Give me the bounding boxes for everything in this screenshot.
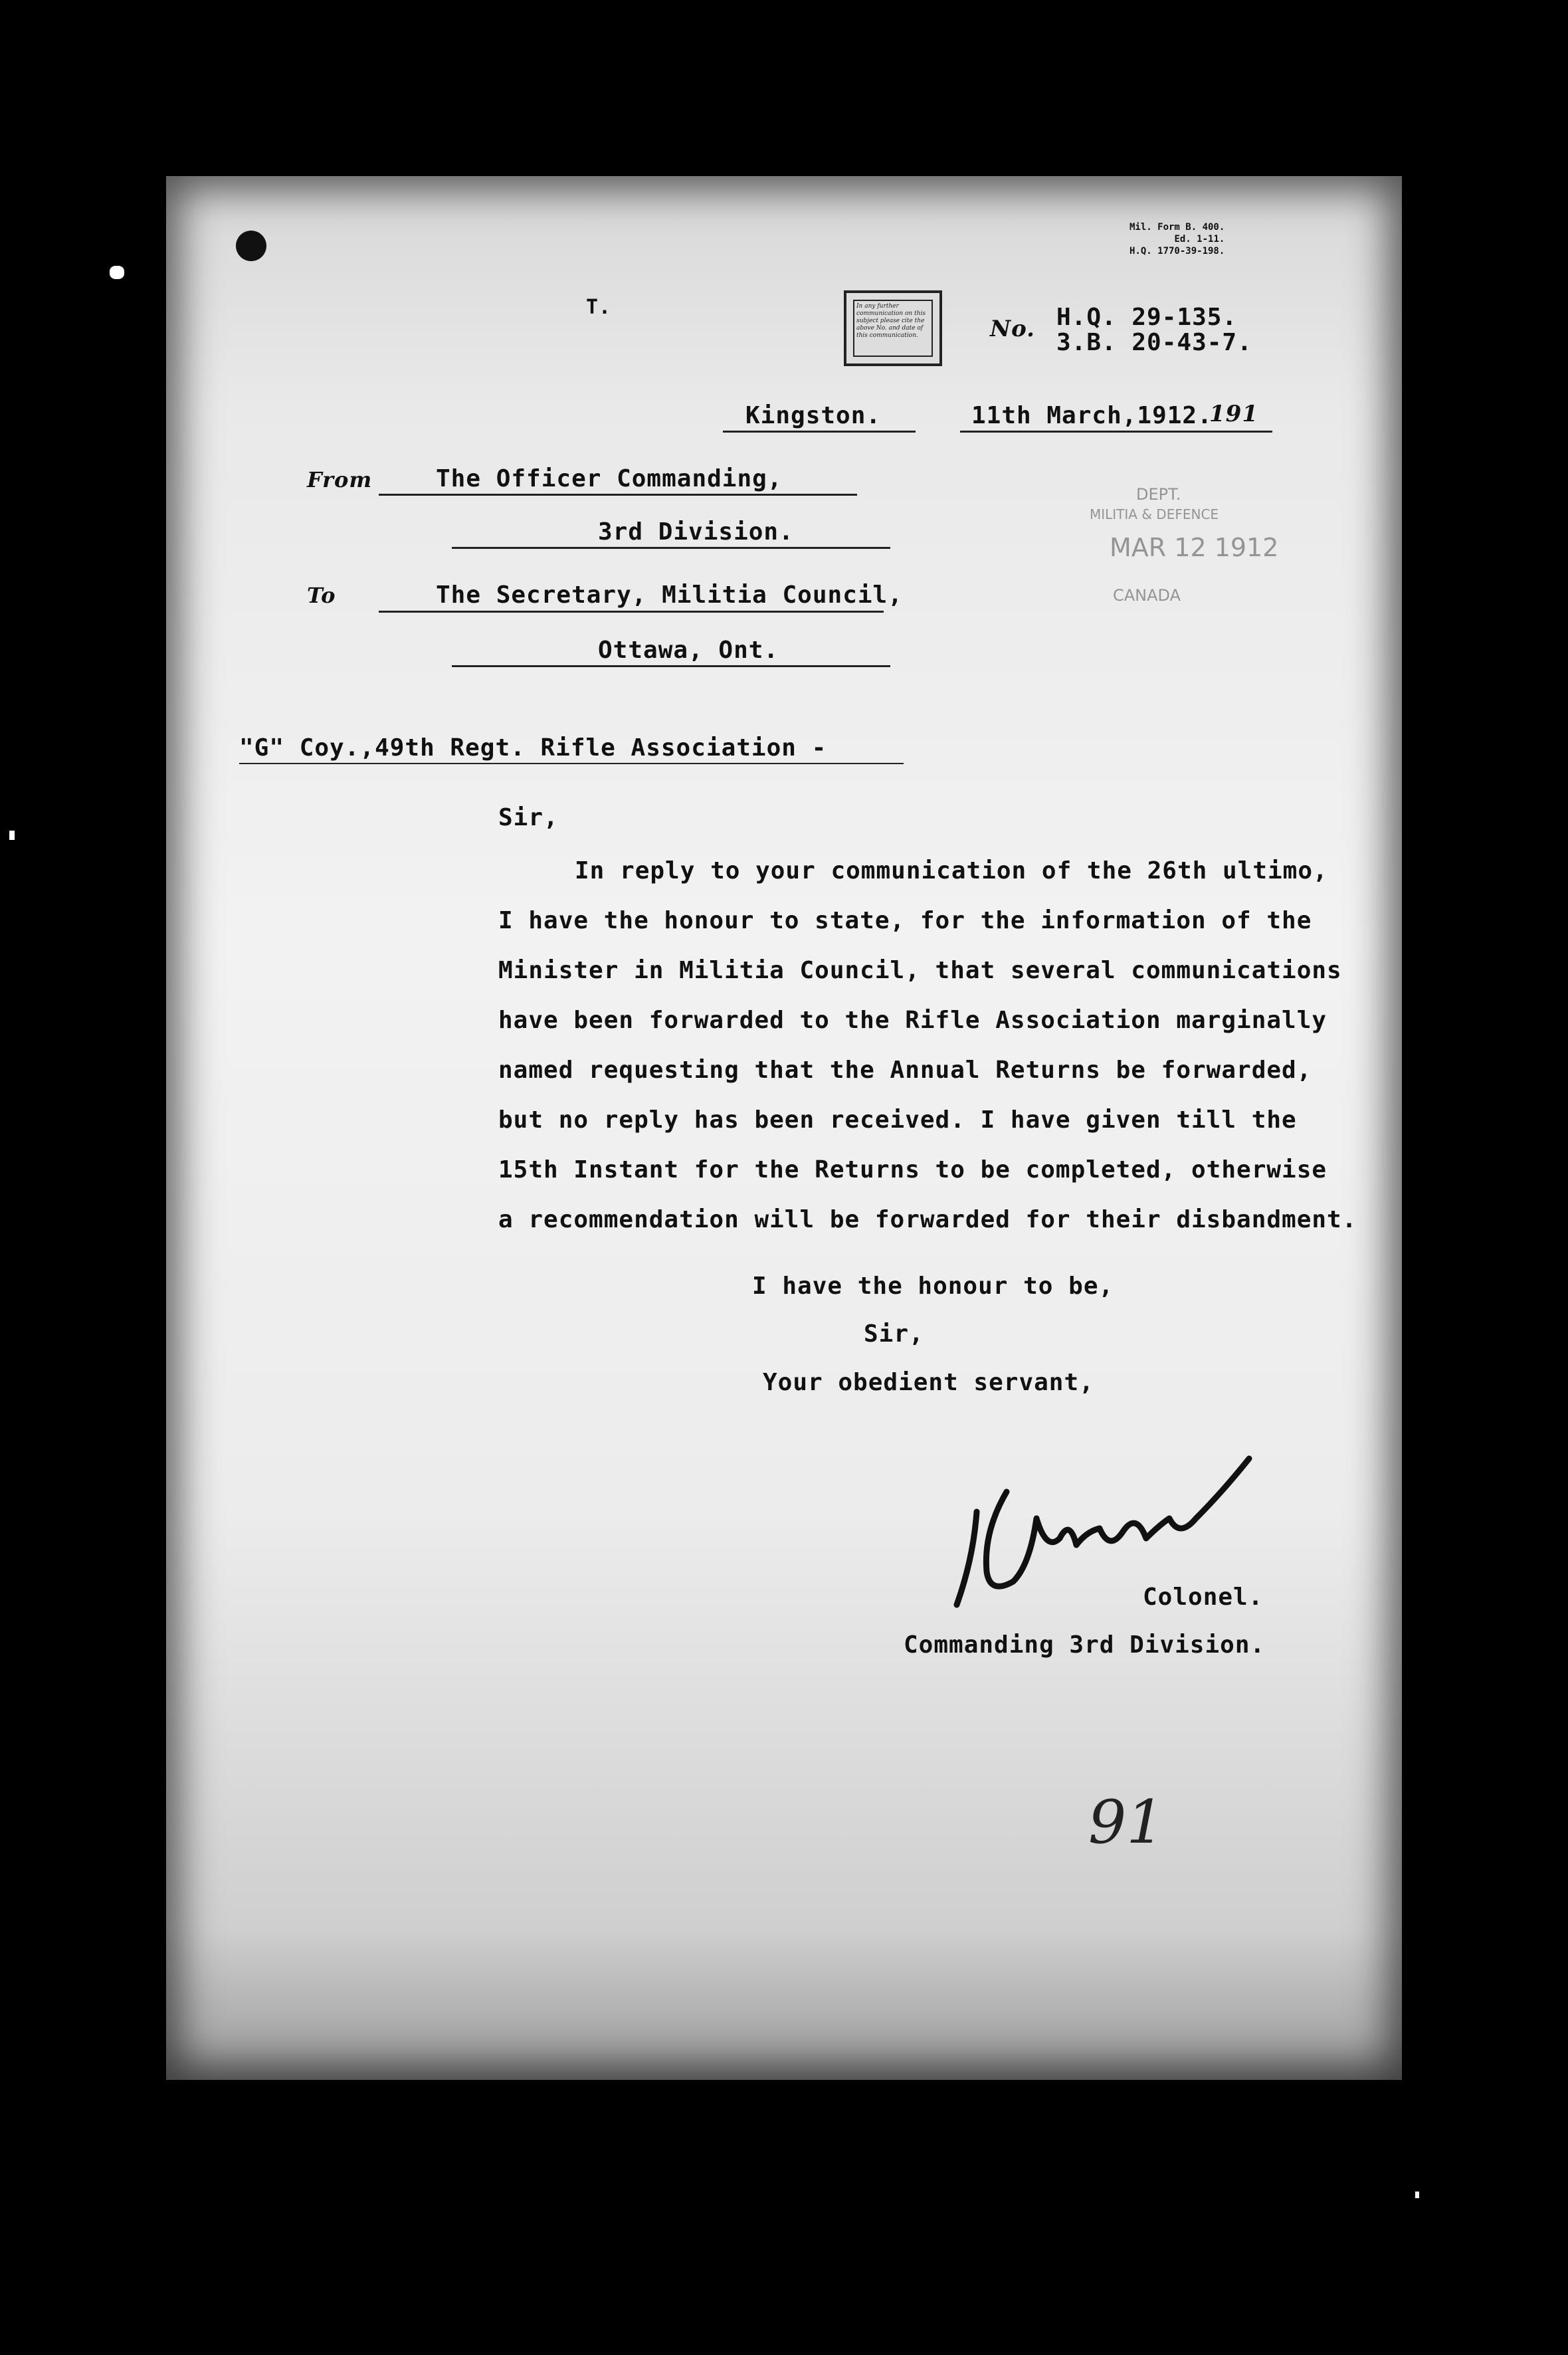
stamp-line: MAR 12 1912 bbox=[1110, 533, 1279, 562]
received-stamp bbox=[1083, 485, 1279, 611]
closing-line-1: I have the honour to be, bbox=[752, 1273, 1114, 1300]
signature-title: Commanding 3rd Division. bbox=[904, 1631, 1266, 1659]
notice-box bbox=[844, 290, 942, 366]
subject-rule bbox=[239, 763, 904, 764]
scan-speck bbox=[9, 831, 15, 840]
subject-line: "G" Coy.,49th Regt. Rifle Association - bbox=[239, 734, 827, 762]
to-label: To bbox=[307, 583, 336, 608]
place-rule bbox=[723, 431, 916, 433]
scan-speck bbox=[1415, 2192, 1419, 2198]
file-number-1: H.Q. 29-135. bbox=[1056, 304, 1238, 331]
date-suffix: 191 bbox=[1209, 401, 1258, 427]
to-line-1: The Secretary, Militia Council, bbox=[436, 581, 903, 609]
date: 11th March,1912. bbox=[971, 402, 1213, 429]
form-ref-line: Ed. 1-11. bbox=[1174, 234, 1225, 245]
body-line: In reply to your communication of the 26th ultimo, bbox=[575, 857, 1328, 884]
form-ref-line: Mil. Form B. 400. bbox=[1129, 222, 1225, 233]
body-line: I have the honour to state, for the information of the bbox=[498, 907, 1312, 934]
punch-hole bbox=[236, 231, 266, 261]
signature-rank: Colonel. bbox=[1143, 1584, 1264, 1611]
body-line: have been forwarded to the Rifle Association marginally bbox=[498, 1007, 1327, 1034]
number-label: No. bbox=[990, 316, 1035, 342]
notice-text: In any further communication on this subject please cite the above No. and date of this communication. bbox=[853, 300, 933, 357]
from-label: From bbox=[307, 467, 373, 492]
pencil-annotation: 91 bbox=[1088, 1788, 1165, 1857]
body-line: 15th Instant for the Returns to be completed, otherwise bbox=[498, 1156, 1327, 1183]
scan-speck bbox=[110, 266, 124, 279]
body-line: but no reply has been received. I have given till the bbox=[498, 1106, 1297, 1134]
from-line-1: The Officer Commanding, bbox=[436, 465, 783, 492]
mark-t: T. bbox=[586, 296, 612, 319]
stamp-line: MILITIA & DEFENCE bbox=[1090, 506, 1219, 522]
to-rule-2 bbox=[452, 665, 890, 667]
date-rule bbox=[960, 431, 1272, 433]
from-rule-1 bbox=[379, 494, 857, 496]
form-reference bbox=[1129, 221, 1225, 257]
body-line: a recommendation will be forwarded for their disbandment. bbox=[498, 1206, 1357, 1233]
body-line: Minister in Militia Council, that several communications bbox=[498, 957, 1342, 984]
form-ref-line: H.Q. 1770-39-198. bbox=[1129, 246, 1225, 256]
body-line: named requesting that the Annual Returns be forwarded, bbox=[498, 1057, 1312, 1084]
to-rule-1 bbox=[379, 611, 884, 613]
salutation: Sir, bbox=[498, 804, 559, 831]
stamp-line: DEPT. bbox=[1136, 485, 1181, 504]
file-number-2: 3.B. 20-43-7. bbox=[1056, 329, 1252, 356]
from-line-2: 3rd Division. bbox=[598, 518, 794, 546]
closing-line-3: Your obedient servant, bbox=[763, 1369, 1094, 1396]
stamp-line: CANADA bbox=[1113, 586, 1181, 605]
from-rule-2 bbox=[452, 547, 890, 549]
to-line-2: Ottawa, Ont. bbox=[598, 637, 779, 664]
letter-sheet bbox=[166, 176, 1402, 2080]
closing-line-2: Sir, bbox=[864, 1320, 924, 1348]
place: Kingston. bbox=[745, 402, 882, 429]
